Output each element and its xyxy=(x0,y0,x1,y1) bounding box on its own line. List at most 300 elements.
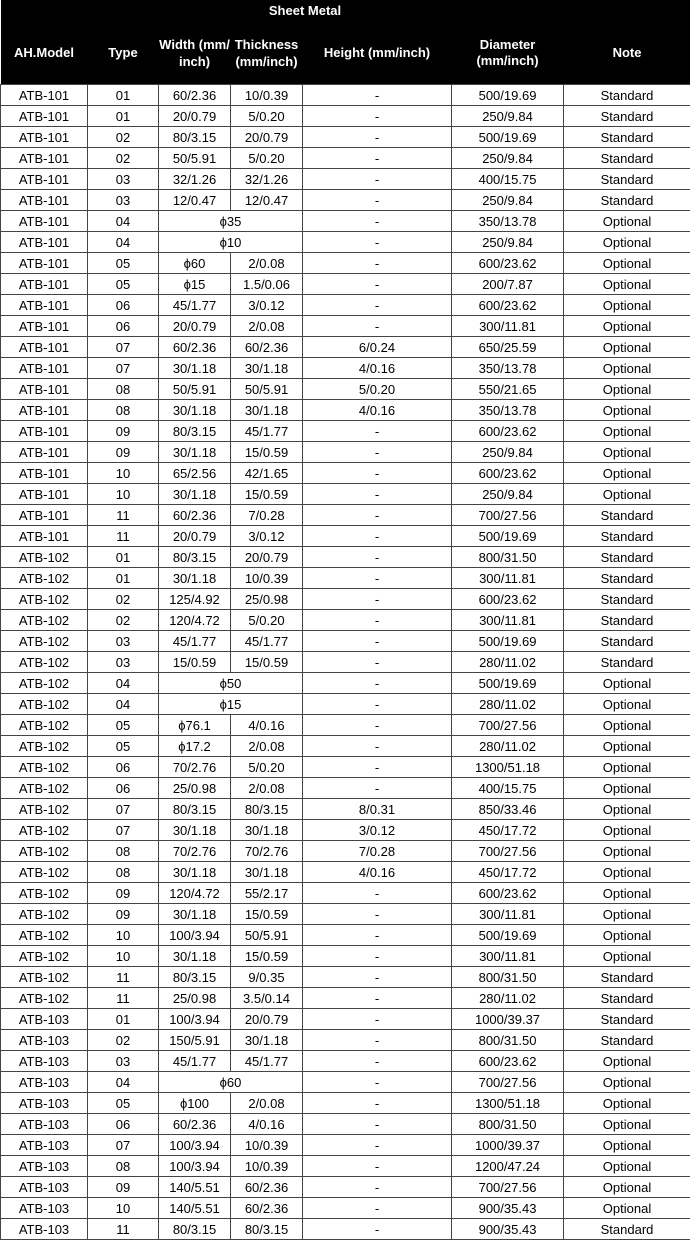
model-cell: ATB-103 xyxy=(1,1156,88,1177)
model-cell: ATB-102 xyxy=(1,778,88,799)
type-cell: 09 xyxy=(88,442,159,463)
width-cell: 100/3.94 xyxy=(159,1156,231,1177)
diameter-cell: 600/23.62 xyxy=(452,883,564,904)
model-cell: ATB-103 xyxy=(1,1009,88,1030)
width-cell: 30/1.18 xyxy=(159,484,231,505)
model-cell: ATB-101 xyxy=(1,85,88,106)
height-cell: - xyxy=(303,778,452,799)
type-cell: 02 xyxy=(88,127,159,148)
thickness-cell: 45/1.77 xyxy=(231,421,303,442)
diameter-cell: 280/11.02 xyxy=(452,988,564,1009)
type-cell: 02 xyxy=(88,589,159,610)
diameter-cell: 250/9.84 xyxy=(452,190,564,211)
note-cell: Optional xyxy=(564,1093,690,1114)
height-cell: - xyxy=(303,1030,452,1051)
table-row xyxy=(1,862,690,883)
diameter-cell: 280/11.02 xyxy=(452,694,564,715)
table-row xyxy=(1,1072,690,1093)
diameter-cell: 500/19.69 xyxy=(452,127,564,148)
note-cell: Optional xyxy=(564,778,690,799)
width-cell: 25/0.98 xyxy=(159,988,231,1009)
table-row xyxy=(1,778,690,799)
model-cell: ATB-101 xyxy=(1,379,88,400)
width-cell: 20/0.79 xyxy=(159,316,231,337)
width-cell: 80/3.15 xyxy=(159,967,231,988)
model-cell: ATB-101 xyxy=(1,400,88,421)
thickness-cell: 30/1.18 xyxy=(231,820,303,841)
note-cell: Standard xyxy=(564,652,690,673)
height-cell: - xyxy=(303,1114,452,1135)
type-cell: 07 xyxy=(88,358,159,379)
width-cell: 30/1.18 xyxy=(159,442,231,463)
diameter-cell: 600/23.62 xyxy=(452,295,564,316)
diameter-cell: 900/35.43 xyxy=(452,1198,564,1219)
height-cell: 4/0.16 xyxy=(303,862,452,883)
height-cell: 4/0.16 xyxy=(303,400,452,421)
model-cell: ATB-101 xyxy=(1,358,88,379)
column-header-thickness: Thickness (mm/inch) xyxy=(231,22,303,85)
note-cell: Optional xyxy=(564,862,690,883)
table-row xyxy=(1,883,690,904)
width-cell: 100/3.94 xyxy=(159,925,231,946)
diameter-spec-cell: ϕ10 xyxy=(159,232,303,253)
thickness-cell: 25/0.98 xyxy=(231,589,303,610)
width-cell: ϕ17.2 xyxy=(159,736,231,757)
note-cell: Optional xyxy=(564,316,690,337)
note-cell: Optional xyxy=(564,421,690,442)
width-cell: 30/1.18 xyxy=(159,400,231,421)
width-cell: 65/2.56 xyxy=(159,463,231,484)
width-cell: 80/3.15 xyxy=(159,799,231,820)
diameter-cell: 350/13.78 xyxy=(452,211,564,232)
height-cell: - xyxy=(303,148,452,169)
model-cell: ATB-102 xyxy=(1,547,88,568)
type-cell: 09 xyxy=(88,421,159,442)
thickness-cell: 50/5.91 xyxy=(231,925,303,946)
thickness-cell: 9/0.35 xyxy=(231,967,303,988)
thickness-cell: 10/0.39 xyxy=(231,1156,303,1177)
model-cell: ATB-101 xyxy=(1,484,88,505)
width-cell: 30/1.18 xyxy=(159,358,231,379)
model-cell: ATB-101 xyxy=(1,421,88,442)
width-cell: 140/5.51 xyxy=(159,1198,231,1219)
model-cell: ATB-103 xyxy=(1,1177,88,1198)
height-cell: - xyxy=(303,1072,452,1093)
table-row xyxy=(1,526,690,547)
thickness-cell: 30/1.18 xyxy=(231,358,303,379)
height-cell: - xyxy=(303,127,452,148)
diameter-cell: 300/11.81 xyxy=(452,316,564,337)
type-cell: 08 xyxy=(88,400,159,421)
note-cell: Optional xyxy=(564,736,690,757)
width-cell: 80/3.15 xyxy=(159,127,231,148)
thickness-cell: 42/1.65 xyxy=(231,463,303,484)
width-cell: 60/2.36 xyxy=(159,85,231,106)
diameter-cell: 450/17.72 xyxy=(452,820,564,841)
width-cell: 45/1.77 xyxy=(159,295,231,316)
type-cell: 05 xyxy=(88,253,159,274)
type-cell: 04 xyxy=(88,211,159,232)
note-cell: Standard xyxy=(564,1009,690,1030)
diameter-cell: 500/19.69 xyxy=(452,673,564,694)
type-cell: 03 xyxy=(88,631,159,652)
table-row xyxy=(1,1114,690,1135)
height-cell: - xyxy=(303,1135,452,1156)
thickness-cell: 30/1.18 xyxy=(231,862,303,883)
table-row xyxy=(1,988,690,1009)
table-row xyxy=(1,589,690,610)
height-cell: 5/0.20 xyxy=(303,379,452,400)
diameter-cell: 350/13.78 xyxy=(452,358,564,379)
thickness-cell: 30/1.18 xyxy=(231,400,303,421)
model-cell: ATB-102 xyxy=(1,862,88,883)
note-cell: Optional xyxy=(564,379,690,400)
table-row xyxy=(1,610,690,631)
column-header-type: Type xyxy=(88,22,159,85)
note-cell: Optional xyxy=(564,883,690,904)
width-cell: 15/0.59 xyxy=(159,652,231,673)
height-cell: - xyxy=(303,925,452,946)
model-cell: ATB-102 xyxy=(1,946,88,967)
height-cell: 7/0.28 xyxy=(303,841,452,862)
table-row xyxy=(1,400,690,421)
model-cell: ATB-101 xyxy=(1,106,88,127)
type-cell: 08 xyxy=(88,379,159,400)
width-cell: 100/3.94 xyxy=(159,1009,231,1030)
diameter-cell: 800/31.50 xyxy=(452,1114,564,1135)
diameter-cell: 200/7.87 xyxy=(452,274,564,295)
diameter-spec-cell: ϕ50 xyxy=(159,673,303,694)
model-cell: ATB-103 xyxy=(1,1198,88,1219)
diameter-spec-cell: ϕ15 xyxy=(159,694,303,715)
model-cell: ATB-102 xyxy=(1,820,88,841)
width-cell: 30/1.18 xyxy=(159,568,231,589)
height-cell: - xyxy=(303,169,452,190)
thickness-cell: 70/2.76 xyxy=(231,841,303,862)
model-cell: ATB-102 xyxy=(1,925,88,946)
model-cell: ATB-101 xyxy=(1,505,88,526)
width-cell: 60/2.36 xyxy=(159,1114,231,1135)
type-cell: 06 xyxy=(88,757,159,778)
diameter-cell: 600/23.62 xyxy=(452,463,564,484)
height-cell: - xyxy=(303,253,452,274)
diameter-cell: 500/19.69 xyxy=(452,526,564,547)
width-cell: 30/1.18 xyxy=(159,946,231,967)
header-spacer-left xyxy=(1,0,159,22)
width-cell: 80/3.15 xyxy=(159,1219,231,1240)
height-cell: - xyxy=(303,1198,452,1219)
table-row xyxy=(1,106,690,127)
table-row xyxy=(1,1198,690,1219)
table-row xyxy=(1,1093,690,1114)
width-cell: 150/5.91 xyxy=(159,1030,231,1051)
type-cell: 02 xyxy=(88,1030,159,1051)
thickness-cell: 2/0.08 xyxy=(231,316,303,337)
thickness-cell: 10/0.39 xyxy=(231,568,303,589)
table-row xyxy=(1,631,690,652)
type-cell: 10 xyxy=(88,946,159,967)
note-cell: Optional xyxy=(564,484,690,505)
width-cell: 50/5.91 xyxy=(159,148,231,169)
column-header-width: Width (mm/inch) xyxy=(159,22,231,85)
diameter-spec-cell: ϕ60 xyxy=(159,1072,303,1093)
model-cell: ATB-103 xyxy=(1,1135,88,1156)
thickness-cell: 15/0.59 xyxy=(231,904,303,925)
table-row xyxy=(1,169,690,190)
type-cell: 10 xyxy=(88,925,159,946)
model-cell: ATB-101 xyxy=(1,295,88,316)
diameter-cell: 600/23.62 xyxy=(452,253,564,274)
table-row xyxy=(1,904,690,925)
height-cell: - xyxy=(303,526,452,547)
note-cell: Optional xyxy=(564,1198,690,1219)
type-cell: 08 xyxy=(88,862,159,883)
type-cell: 07 xyxy=(88,1135,159,1156)
diameter-cell: 900/35.43 xyxy=(452,1219,564,1240)
thickness-cell: 15/0.59 xyxy=(231,442,303,463)
table-row xyxy=(1,274,690,295)
height-cell: - xyxy=(303,463,452,484)
thickness-cell: 20/0.79 xyxy=(231,547,303,568)
height-cell: - xyxy=(303,904,452,925)
width-cell: 125/4.92 xyxy=(159,589,231,610)
width-cell: 140/5.51 xyxy=(159,1177,231,1198)
model-cell: ATB-102 xyxy=(1,736,88,757)
diameter-cell: 600/23.62 xyxy=(452,589,564,610)
height-cell: - xyxy=(303,1051,452,1072)
type-cell: 01 xyxy=(88,106,159,127)
note-cell: Optional xyxy=(564,232,690,253)
width-cell: ϕ15 xyxy=(159,274,231,295)
thickness-cell: 12/0.47 xyxy=(231,190,303,211)
header-spacer-right xyxy=(452,0,690,22)
table-row xyxy=(1,547,690,568)
height-cell: - xyxy=(303,883,452,904)
diameter-cell: 1200/47.24 xyxy=(452,1156,564,1177)
thickness-cell: 7/0.28 xyxy=(231,505,303,526)
diameter-cell: 250/9.84 xyxy=(452,442,564,463)
table-row xyxy=(1,1219,690,1240)
height-cell: - xyxy=(303,673,452,694)
table-row xyxy=(1,694,690,715)
note-cell: Optional xyxy=(564,1135,690,1156)
height-cell: - xyxy=(303,211,452,232)
table-row xyxy=(1,148,690,169)
thickness-cell: 30/1.18 xyxy=(231,1030,303,1051)
note-cell: Optional xyxy=(564,1114,690,1135)
model-cell: ATB-103 xyxy=(1,1219,88,1240)
type-cell: 09 xyxy=(88,883,159,904)
type-cell: 05 xyxy=(88,274,159,295)
table-row xyxy=(1,841,690,862)
thickness-cell: 10/0.39 xyxy=(231,85,303,106)
type-cell: 01 xyxy=(88,547,159,568)
table-row xyxy=(1,799,690,820)
thickness-cell: 2/0.08 xyxy=(231,736,303,757)
type-cell: 03 xyxy=(88,169,159,190)
column-header-model: AH.Model xyxy=(1,22,88,85)
model-cell: ATB-102 xyxy=(1,967,88,988)
diameter-cell: 500/19.69 xyxy=(452,925,564,946)
model-cell: ATB-101 xyxy=(1,211,88,232)
diameter-cell: 250/9.84 xyxy=(452,106,564,127)
thickness-cell: 20/0.79 xyxy=(231,127,303,148)
type-cell: 07 xyxy=(88,337,159,358)
width-cell: 45/1.77 xyxy=(159,631,231,652)
thickness-cell: 45/1.77 xyxy=(231,631,303,652)
thickness-cell: 20/0.79 xyxy=(231,1009,303,1030)
note-cell: Optional xyxy=(564,673,690,694)
table-row xyxy=(1,211,690,232)
width-cell: 50/5.91 xyxy=(159,379,231,400)
diameter-cell: 250/9.84 xyxy=(452,484,564,505)
model-cell: ATB-101 xyxy=(1,127,88,148)
height-cell: - xyxy=(303,652,452,673)
height-cell: - xyxy=(303,190,452,211)
type-cell: 07 xyxy=(88,799,159,820)
note-cell: Optional xyxy=(564,463,690,484)
thickness-cell: 15/0.59 xyxy=(231,946,303,967)
note-cell: Standard xyxy=(564,85,690,106)
table-row xyxy=(1,1156,690,1177)
height-cell: - xyxy=(303,295,452,316)
model-cell: ATB-102 xyxy=(1,715,88,736)
thickness-cell: 50/5.91 xyxy=(231,379,303,400)
note-cell: Optional xyxy=(564,295,690,316)
model-cell: ATB-103 xyxy=(1,1051,88,1072)
model-cell: ATB-102 xyxy=(1,799,88,820)
thickness-cell: 80/3.15 xyxy=(231,1219,303,1240)
type-cell: 10 xyxy=(88,484,159,505)
width-cell: ϕ76.1 xyxy=(159,715,231,736)
table-row xyxy=(1,946,690,967)
model-cell: ATB-103 xyxy=(1,1072,88,1093)
type-cell: 08 xyxy=(88,841,159,862)
model-cell: ATB-102 xyxy=(1,694,88,715)
table-body xyxy=(1,85,690,1240)
thickness-cell: 60/2.36 xyxy=(231,1177,303,1198)
type-cell: 04 xyxy=(88,232,159,253)
width-cell: 120/4.72 xyxy=(159,883,231,904)
note-cell: Optional xyxy=(564,799,690,820)
column-header-note: Note xyxy=(564,22,690,85)
model-cell: ATB-101 xyxy=(1,526,88,547)
thickness-cell: 55/2.17 xyxy=(231,883,303,904)
diameter-cell: 1000/39.37 xyxy=(452,1135,564,1156)
model-cell: ATB-101 xyxy=(1,190,88,211)
thickness-cell: 45/1.77 xyxy=(231,1051,303,1072)
note-cell: Optional xyxy=(564,211,690,232)
model-cell: ATB-103 xyxy=(1,1114,88,1135)
model-cell: ATB-102 xyxy=(1,631,88,652)
model-cell: ATB-103 xyxy=(1,1030,88,1051)
type-cell: 05 xyxy=(88,1093,159,1114)
note-cell: Optional xyxy=(564,946,690,967)
note-cell: Standard xyxy=(564,505,690,526)
note-cell: Standard xyxy=(564,589,690,610)
note-cell: Optional xyxy=(564,904,690,925)
diameter-cell: 1300/51.18 xyxy=(452,1093,564,1114)
height-cell: - xyxy=(303,274,452,295)
height-cell: - xyxy=(303,484,452,505)
type-cell: 09 xyxy=(88,904,159,925)
table-row xyxy=(1,505,690,526)
table-row xyxy=(1,337,690,358)
note-cell: Optional xyxy=(564,925,690,946)
model-cell: ATB-103 xyxy=(1,1093,88,1114)
diameter-cell: 280/11.02 xyxy=(452,736,564,757)
diameter-cell: 800/31.50 xyxy=(452,547,564,568)
width-cell: 80/3.15 xyxy=(159,547,231,568)
type-cell: 01 xyxy=(88,568,159,589)
thickness-cell: 15/0.59 xyxy=(231,484,303,505)
thickness-cell: 60/2.36 xyxy=(231,337,303,358)
table-row xyxy=(1,568,690,589)
note-cell: Standard xyxy=(564,148,690,169)
note-cell: Standard xyxy=(564,547,690,568)
height-cell: - xyxy=(303,421,452,442)
note-cell: Optional xyxy=(564,1177,690,1198)
width-cell: 25/0.98 xyxy=(159,778,231,799)
diameter-cell: 300/11.81 xyxy=(452,568,564,589)
note-cell: Optional xyxy=(564,253,690,274)
type-cell: 11 xyxy=(88,526,159,547)
table-row xyxy=(1,1051,690,1072)
width-cell: 12/0.47 xyxy=(159,190,231,211)
table-row xyxy=(1,484,690,505)
width-cell: 80/3.15 xyxy=(159,421,231,442)
note-cell: Standard xyxy=(564,169,690,190)
height-cell: - xyxy=(303,316,452,337)
model-cell: ATB-102 xyxy=(1,757,88,778)
thickness-cell: 1.5/0.06 xyxy=(231,274,303,295)
width-cell: 30/1.18 xyxy=(159,904,231,925)
diameter-cell: 300/11.81 xyxy=(452,610,564,631)
table-row xyxy=(1,715,690,736)
width-cell: 100/3.94 xyxy=(159,1135,231,1156)
type-cell: 03 xyxy=(88,652,159,673)
diameter-cell: 700/27.56 xyxy=(452,715,564,736)
height-cell: 4/0.16 xyxy=(303,358,452,379)
width-cell: 120/4.72 xyxy=(159,610,231,631)
type-cell: 06 xyxy=(88,1114,159,1135)
table-row xyxy=(1,967,690,988)
table-row xyxy=(1,85,690,106)
model-cell: ATB-101 xyxy=(1,253,88,274)
note-cell: Optional xyxy=(564,400,690,421)
table-row xyxy=(1,442,690,463)
thickness-cell: 4/0.16 xyxy=(231,715,303,736)
thickness-cell: 5/0.20 xyxy=(231,106,303,127)
height-cell: - xyxy=(303,442,452,463)
model-cell: ATB-102 xyxy=(1,589,88,610)
type-cell: 11 xyxy=(88,505,159,526)
type-cell: 07 xyxy=(88,820,159,841)
model-cell: ATB-102 xyxy=(1,652,88,673)
height-cell: - xyxy=(303,988,452,1009)
thickness-cell: 2/0.08 xyxy=(231,778,303,799)
height-cell: 3/0.12 xyxy=(303,820,452,841)
type-cell: 02 xyxy=(88,610,159,631)
height-cell: - xyxy=(303,736,452,757)
height-cell: - xyxy=(303,505,452,526)
table-row xyxy=(1,820,690,841)
table-row xyxy=(1,673,690,694)
type-cell: 06 xyxy=(88,778,159,799)
table-row xyxy=(1,127,690,148)
type-cell: 03 xyxy=(88,1051,159,1072)
model-cell: ATB-102 xyxy=(1,568,88,589)
